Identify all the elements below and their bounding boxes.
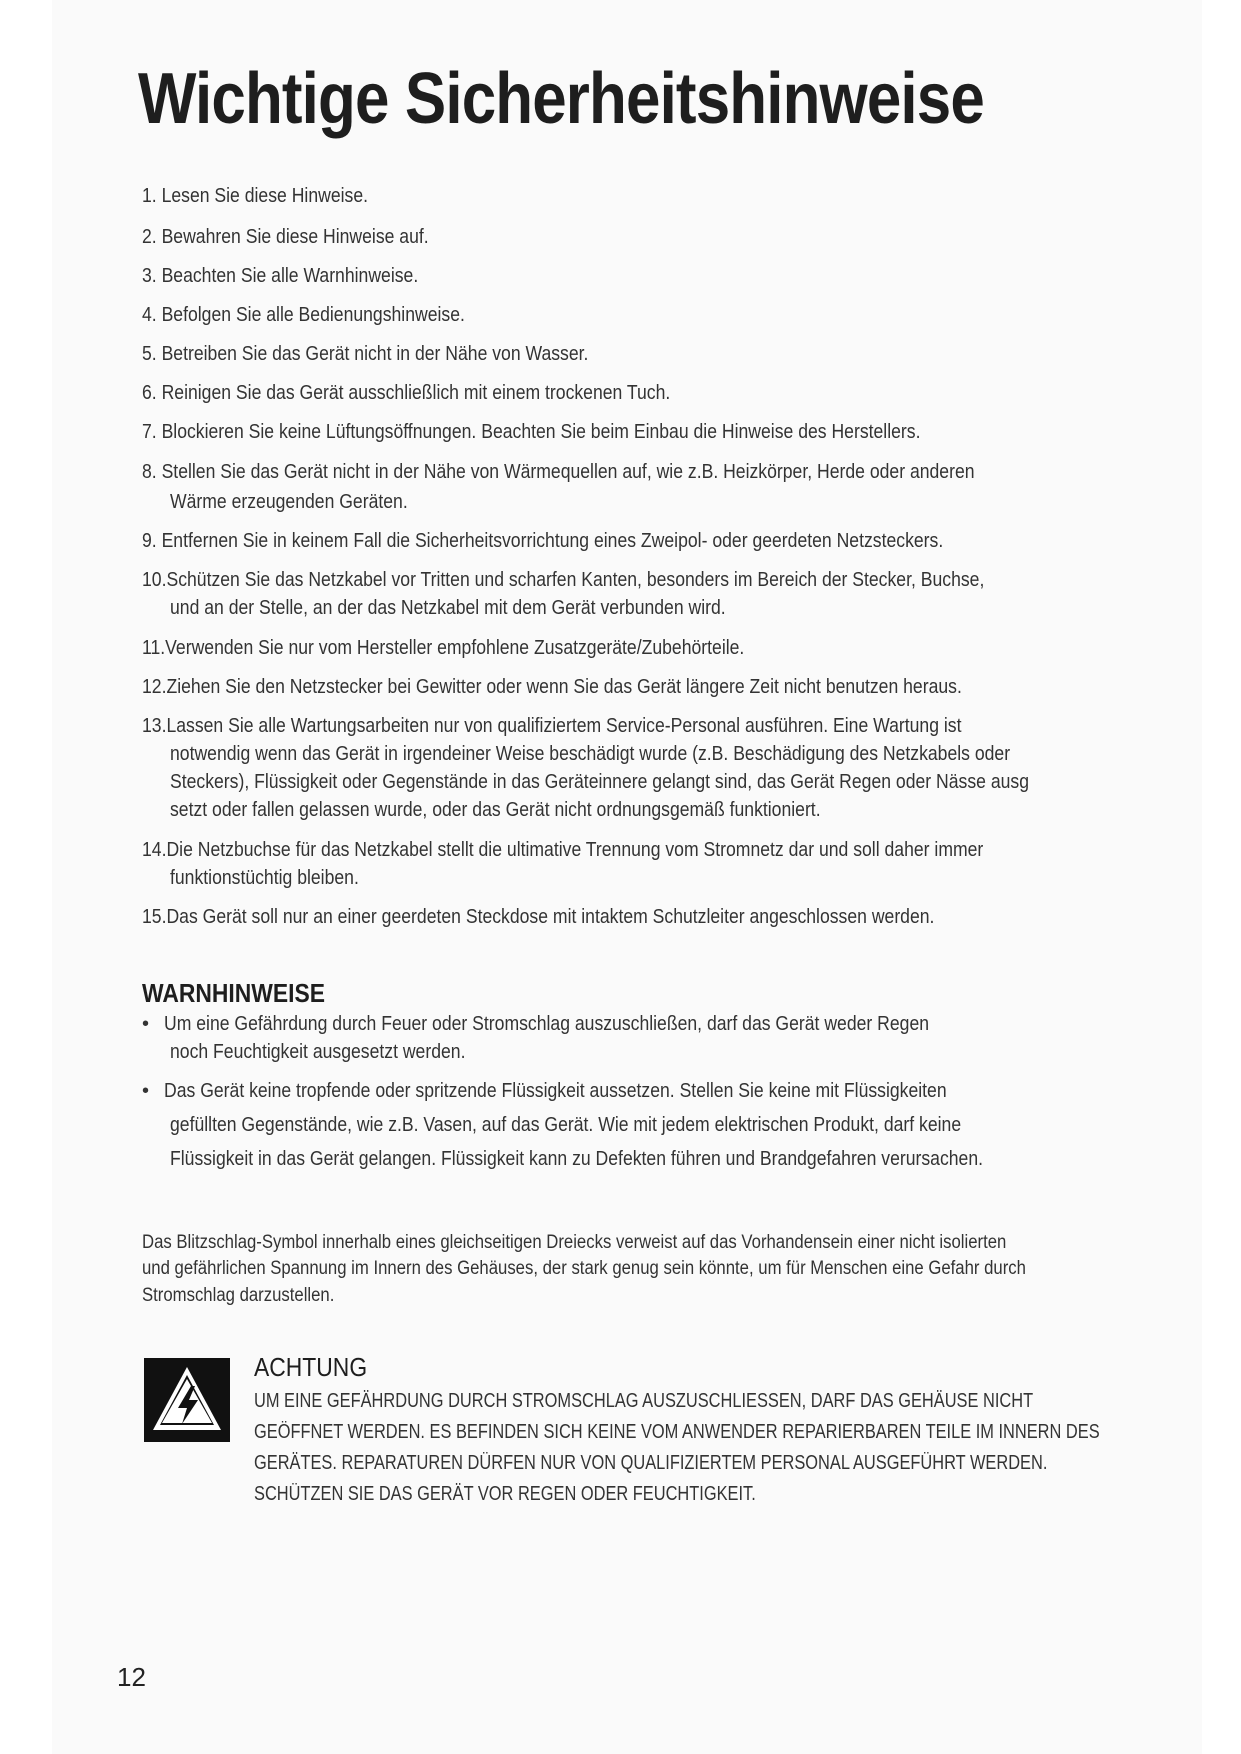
instruction-item: 1. Lesen Sie diese Hinweise. [142,185,369,207]
instruction-item: 9. Entfernen Sie in keinem Fall die Sicherheitsvorrichtung eines Zweipol- oder geerdeten Netzsteckers. [142,530,944,552]
warning-line: Das Gerät keine tropfende oder spritzende Flüssigkeit aussetzen. Stellen Sie keine mit Flüssigkeiten [164,1080,947,1102]
instruction-continuation: Steckers), Flüssigkeit oder Gegenstände in das Geräteinnere gelangt sind, das Gerät Regen oder Nässe ausg [170,771,1029,793]
instruction-item: 12.Ziehen Sie den Netzstecker bei Gewitter oder wenn Sie das Gerät längere Zeit nicht benutzen heraus. [142,676,962,698]
bullet-icon: • [142,1080,150,1102]
page-title: Wichtige Sicherheitshinweise [138,59,984,139]
instruction-continuation: funktionstüchtig bleiben. [170,867,359,889]
lightning-note-line: Das Blitzschlag-Symbol innerhalb eines gleichseitigen Dreiecks verweist auf das Vorhandensein einer nicht isolierten [142,1232,1007,1253]
warning-line: noch Feuchtigkeit ausgesetzt werden. [170,1041,466,1063]
instruction-continuation: setzt oder fallen gelassen wurde, oder das Gerät nicht ordnungsgemäß funktioniert. [170,799,821,821]
instruction-item: 6. Reinigen Sie das Gerät ausschließlich mit einem trockenen Tuch. [142,382,671,404]
instruction-item: 4. Befolgen Sie alle Bedienungshinweise. [142,304,465,326]
caution-line: SCHÜTZEN SIE DAS GERÄT VOR REGEN ODER FEUCHTIGKEIT. [254,1483,756,1505]
electric-shock-warning-icon [144,1358,230,1442]
instruction-continuation: notwendig wenn das Gerät in irgendeiner Weise beschädigt wurde (z.B. Beschädigung des Netzkabels oder [170,743,1011,765]
page-number: 12 [117,1662,146,1692]
instruction-item: 7. Blockieren Sie keine Lüftungsöffnungen. Beachten Sie beim Einbau die Hinweise des Herstellers. [142,421,921,443]
warning-line: gefüllten Gegenstände, wie z.B. Vasen, auf das Gerät. Wie mit jedem elektrischen Produkt, darf keine [170,1114,962,1136]
instruction-continuation: Wärme erzeugenden Geräten. [170,491,408,513]
warning-line: Um eine Gefährdung durch Feuer oder Stromschlag auszuschließen, darf das Gerät weder Regen [164,1013,930,1035]
caution-heading: ACHTUNG [254,1352,368,1382]
lightning-note-line: Stromschlag darzustellen. [142,1285,335,1306]
instruction-continuation: und an der Stelle, an der das Netzkabel mit dem Gerät verbunden wird. [170,597,726,619]
instruction-item: 14.Die Netzbuchse für das Netzkabel stellt die ultimative Trennung vom Stromnetz dar und soll daher immer [142,839,984,861]
instruction-item: 11.Verwenden Sie nur vom Hersteller empfohlene Zusatzgeräte/Zubehörteile. [142,637,745,659]
instruction-item: 2. Bewahren Sie diese Hinweise auf. [142,226,429,248]
instruction-item: 3. Beachten Sie alle Warnhinweise. [142,265,419,287]
warning-line: Flüssigkeit in das Gerät gelangen. Flüssigkeit kann zu Defekten führen und Brandgefahren verursachen. [170,1148,984,1170]
instruction-item: 10.Schützen Sie das Netzkabel vor Tritten und scharfen Kanten, besonders im Bereich der Stecker, Buchse, [142,569,985,591]
caution-line: UM EINE GEFÄHRDUNG DURCH STROMSCHLAG AUSZUSCHLIESSEN, DARF DAS GEHÄUSE NICHT [254,1390,1034,1412]
caution-line: GEÖFFNET WERDEN. ES BEFINDEN SICH KEINE VOM ANWENDER REPARIERBAREN TEILE IM INNERN DES [254,1421,1100,1443]
warnings-heading: WARNHINWEISE [142,978,326,1008]
instruction-item: 8. Stellen Sie das Gerät nicht in der Nähe von Wärmequellen auf, wie z.B. Heizkörper, Herde oder anderen [142,461,975,483]
lightning-note-line: und gefährlichen Spannung im Innern des Gehäuses, der stark genug sein könnte, um für Menschen eine Gefahr durch [142,1258,1026,1279]
bullet-icon: • [142,1013,150,1035]
instruction-item: 5. Betreiben Sie das Gerät nicht in der Nähe von Wasser. [142,343,589,365]
instruction-item: 13.Lassen Sie alle Wartungsarbeiten nur von qualifiziertem Service-Personal ausführen. Eine Wartung ist [142,715,962,737]
instruction-item: 15.Das Gerät soll nur an einer geerdeten Steckdose mit intaktem Schutzleiter angeschlossen werden. [142,906,935,928]
caution-line: GERÄTES. REPARATUREN DÜRFEN NUR VON QUALIFIZIERTEM PERSONAL AUSGEFÜHRT WERDEN. [254,1452,1048,1474]
